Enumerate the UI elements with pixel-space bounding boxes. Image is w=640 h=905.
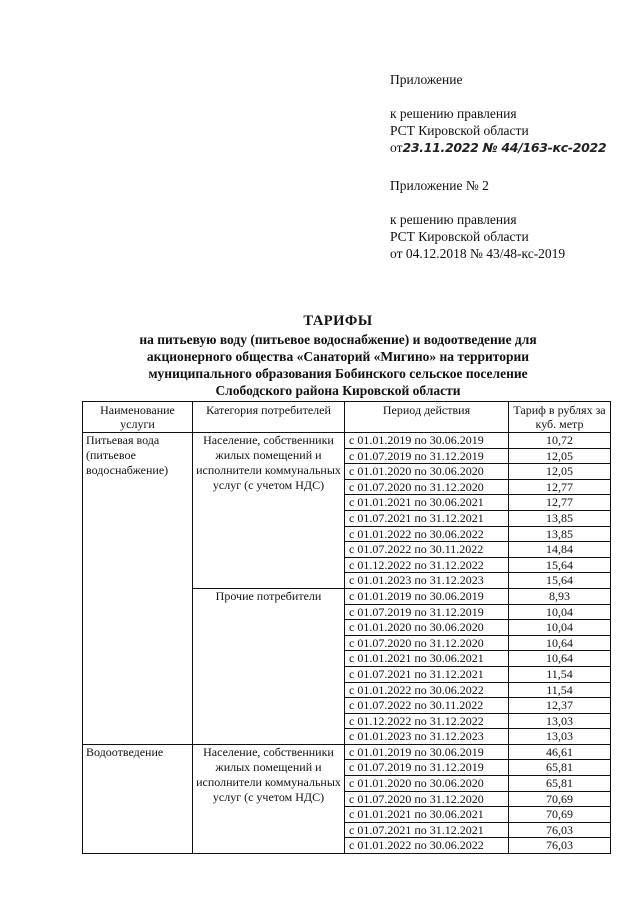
tariff-cell: 8,93 bbox=[509, 588, 611, 604]
handwritten-date-number: 23.11.2022 № 44/163-кс-2022 bbox=[402, 140, 607, 155]
tariff-cell: 12,05 bbox=[509, 448, 611, 464]
approval-block-current bbox=[390, 71, 635, 156]
tariff-cell: 14,84 bbox=[509, 542, 611, 558]
decision-line: к решению правления bbox=[390, 212, 517, 227]
title-line-4: Слободского района Кировской области bbox=[215, 383, 461, 398]
authority-line: РСТ Кировской области bbox=[390, 229, 529, 244]
title-line-3: муниципального образования Бобинского сельское поселение bbox=[148, 366, 528, 381]
period-cell: с 01.01.2022 по 30.06.2022 bbox=[345, 682, 509, 698]
period-cell: с 01.12.2022 по 31.12.2022 bbox=[345, 713, 509, 729]
period-cell: с 01.01.2022 по 30.06.2022 bbox=[345, 838, 509, 854]
period-cell: с 01.01.2019 по 30.06.2019 bbox=[345, 433, 509, 449]
period-cell: с 01.07.2022 по 30.11.2022 bbox=[345, 542, 509, 558]
period-cell: с 01.01.2022 по 30.06.2022 bbox=[345, 526, 509, 542]
consumer-category-cell: Прочие потребители bbox=[193, 588, 345, 744]
tariff-cell: 70,69 bbox=[509, 807, 611, 823]
header-service: Наименование услуги bbox=[83, 402, 193, 433]
tariff-cell: 65,81 bbox=[509, 776, 611, 792]
period-cell: с 01.07.2019 по 31.12.2019 bbox=[345, 760, 509, 776]
tariff-cell: 12,77 bbox=[509, 495, 611, 511]
approval-block-original bbox=[390, 177, 635, 262]
tariff-cell: 10,64 bbox=[509, 635, 611, 651]
period-cell: с 01.01.2020 по 30.06.2020 bbox=[345, 464, 509, 480]
decision-date-line: от 04.12.2018 № 43/48-кс-2019 bbox=[390, 246, 566, 261]
period-cell: с 01.01.2021 по 30.06.2021 bbox=[345, 495, 509, 511]
title-line-2: акционерного общества «Санаторий «Мигино» на территории bbox=[146, 349, 530, 364]
tariff-cell: 11,54 bbox=[509, 666, 611, 682]
period-cell: с 01.01.2020 по 30.06.2020 bbox=[345, 620, 509, 636]
period-cell: с 01.01.2023 по 31.12.2023 bbox=[345, 573, 509, 589]
tariff-cell: 70,69 bbox=[509, 791, 611, 807]
tariff-cell: 10,72 bbox=[509, 433, 611, 449]
tariff-cell: 13,85 bbox=[509, 526, 611, 542]
decision-date-line bbox=[390, 139, 635, 156]
period-cell: с 01.07.2021 по 31.12.2021 bbox=[345, 822, 509, 838]
period-cell: с 01.01.2021 по 30.06.2021 bbox=[345, 807, 509, 823]
consumer-category-cell: Население, собственники жилых помещений и исполнители коммунальных услуг (с учетом НДС) bbox=[193, 744, 345, 853]
tariff-cell: 10,64 bbox=[509, 651, 611, 667]
tariff-cell: 65,81 bbox=[509, 760, 611, 776]
decision-line: к решению правления bbox=[390, 106, 517, 121]
tariff-cell: 76,03 bbox=[509, 822, 611, 838]
tariff-cell: 10,04 bbox=[509, 604, 611, 620]
service-name-cell: Водоотведение bbox=[83, 744, 193, 853]
table-header-row bbox=[83, 402, 611, 433]
service-name-cell: Питьевая вода (питьевое водоснабжение) bbox=[83, 433, 193, 745]
tariff-cell: 13,85 bbox=[509, 510, 611, 526]
period-cell: с 01.01.2019 по 30.06.2019 bbox=[345, 588, 509, 604]
appendix-label: Приложение bbox=[390, 72, 463, 87]
appendix-number-label: Приложение № 2 bbox=[390, 178, 489, 193]
period-cell: с 01.07.2022 по 30.11.2022 bbox=[345, 698, 509, 714]
tariff-cell: 12,37 bbox=[509, 698, 611, 714]
authority-line: РСТ Кировской области bbox=[390, 123, 529, 138]
header-period: Период действия bbox=[345, 402, 509, 433]
period-cell: с 01.07.2019 по 31.12.2019 bbox=[345, 604, 509, 620]
tariff-cell: 15,64 bbox=[509, 573, 611, 589]
period-cell: с 01.07.2021 по 31.12.2021 bbox=[345, 510, 509, 526]
header-category: Категория потребителей bbox=[193, 402, 345, 433]
tariff-cell: 13,03 bbox=[509, 729, 611, 745]
tariff-cell: 46,61 bbox=[509, 744, 611, 760]
period-cell: с 01.07.2021 по 31.12.2021 bbox=[345, 666, 509, 682]
from-prefix: от bbox=[390, 140, 403, 155]
period-cell: с 01.01.2020 по 30.06.2020 bbox=[345, 776, 509, 792]
period-cell: с 01.07.2019 по 31.12.2019 bbox=[345, 448, 509, 464]
period-cell: с 01.01.2021 по 30.06.2021 bbox=[345, 651, 509, 667]
period-cell: с 01.12.2022 по 31.12.2022 bbox=[345, 557, 509, 573]
period-cell: с 01.07.2020 по 31.12.2020 bbox=[345, 791, 509, 807]
header-tariff: Тариф в рублях за куб. метр bbox=[509, 402, 611, 433]
period-cell: с 01.07.2020 по 31.12.2020 bbox=[345, 479, 509, 495]
tariff-cell: 10,04 bbox=[509, 620, 611, 636]
tariff-cell: 15,64 bbox=[509, 557, 611, 573]
tariff-cell: 13,03 bbox=[509, 713, 611, 729]
period-cell: с 01.01.2023 по 31.12.2023 bbox=[345, 729, 509, 745]
tariff-cell: 76,03 bbox=[509, 838, 611, 854]
title-line-1: на питьевую воду (питьевое водоснабжение) и водоотведение для bbox=[139, 332, 537, 347]
consumer-category-cell: Население, собственники жилых помещений и исполнители коммунальных услуг (с учетом НДС) bbox=[193, 433, 345, 589]
tariffs-table bbox=[82, 401, 611, 854]
tariff-cell: 12,05 bbox=[509, 464, 611, 480]
document-title bbox=[80, 313, 596, 399]
period-cell: с 01.01.2019 по 30.06.2019 bbox=[345, 744, 509, 760]
period-cell: с 01.07.2020 по 31.12.2020 bbox=[345, 635, 509, 651]
table-row bbox=[83, 744, 611, 760]
tariff-cell: 11,54 bbox=[509, 682, 611, 698]
table-row bbox=[83, 433, 611, 449]
tariff-cell: 12,77 bbox=[509, 479, 611, 495]
title-main: ТАРИФЫ bbox=[303, 313, 373, 329]
